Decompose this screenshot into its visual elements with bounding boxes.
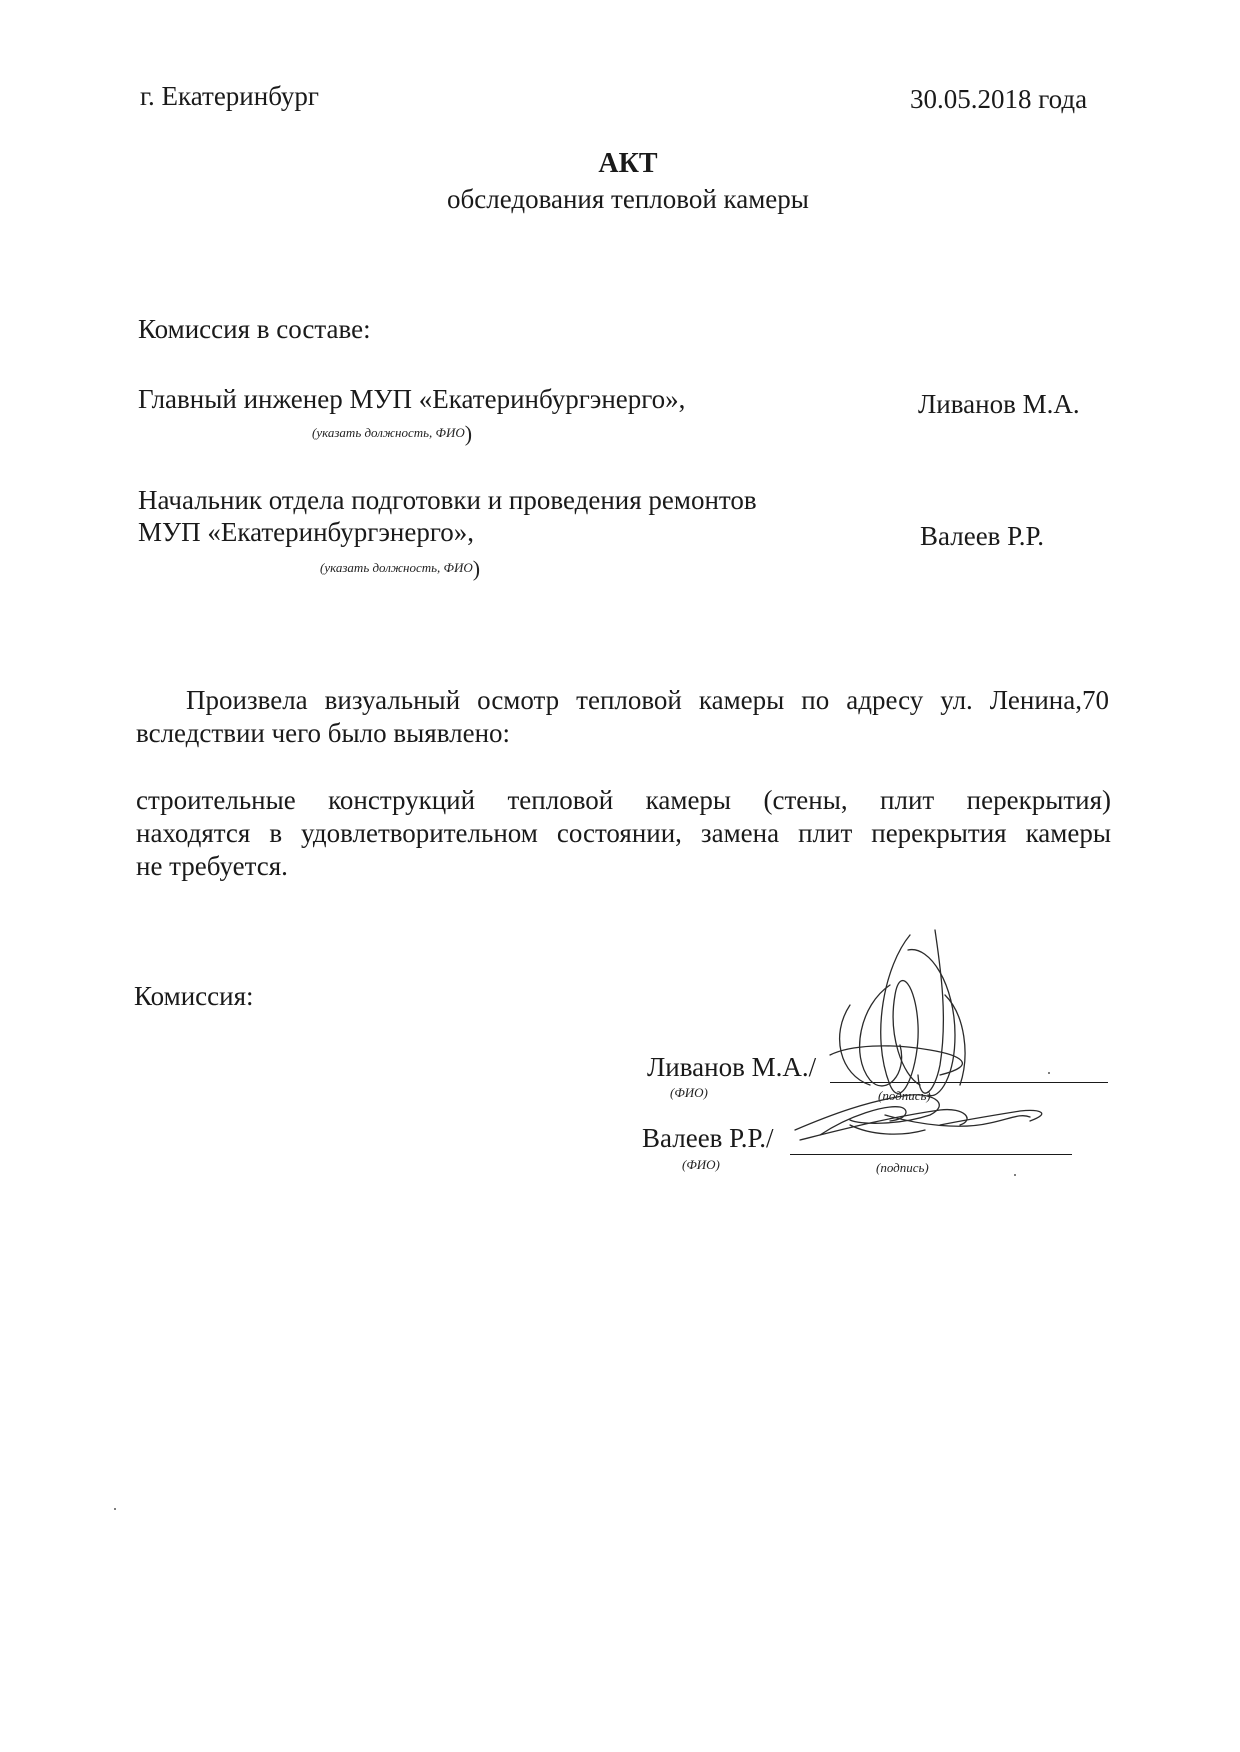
signature-2-sign-caption: (подпись)	[876, 1160, 929, 1175]
body-paragraph-1-line-1: Произвела визуальный осмотр тепловой камеры по адресу ул. Ленина,70	[186, 685, 1109, 715]
scan-speck	[114, 1508, 116, 1510]
scan-speck	[1014, 1174, 1016, 1176]
caption-bracket: )	[472, 556, 481, 582]
member-1-position: Главный инженер МУП «Екатеринбургэнерго»,	[138, 384, 686, 414]
member-2-caption: (указать должность, ФИО)	[320, 556, 481, 582]
signature-2-name: Валеев Р.Р./	[642, 1123, 774, 1153]
member-2-name: Валеев Р.Р.	[920, 521, 1044, 551]
signature-1-sign-caption: (подпись)	[878, 1088, 931, 1103]
member-2-position-line-1: Начальник отдела подготовки и проведения ремонтов	[138, 485, 757, 515]
member-1-caption: (указать должность, ФИО)	[312, 421, 473, 447]
member-1-name: Ливанов М.А.	[918, 389, 1080, 419]
scan-speck	[1048, 1072, 1050, 1074]
body-paragraph-1-line-2: вследствии чего было выявлено:	[136, 718, 511, 748]
signatures-label: Комиссия:	[134, 981, 254, 1011]
document-title: АКТ	[598, 148, 658, 179]
document-subtitle: обследования тепловой камеры	[447, 184, 809, 214]
signature-2-name-caption: (ФИО)	[682, 1157, 720, 1172]
city: г. Екатеринбург	[140, 81, 319, 111]
body-paragraph-2-line-1: строительные конструкций тепловой камеры (стены, плит перекрытия)	[136, 785, 1111, 815]
member-2-position-line-2: МУП «Екатеринбургэнерго»,	[138, 517, 474, 547]
handwritten-signature	[790, 925, 1080, 1195]
caption-bracket: )	[464, 421, 473, 447]
body-paragraph-2-line-2: находятся в удовлетворительном состоянии, замена плит перекрытия камеры	[136, 818, 1111, 848]
commission-intro: Комиссия в составе:	[138, 314, 371, 344]
signature-1-name-caption: (ФИО)	[670, 1085, 708, 1100]
signature-1-name: Ливанов М.А./	[647, 1052, 817, 1082]
body-paragraph-2-line-3: не требуется.	[136, 851, 288, 881]
document-date: 30.05.2018 года	[910, 84, 1088, 114]
